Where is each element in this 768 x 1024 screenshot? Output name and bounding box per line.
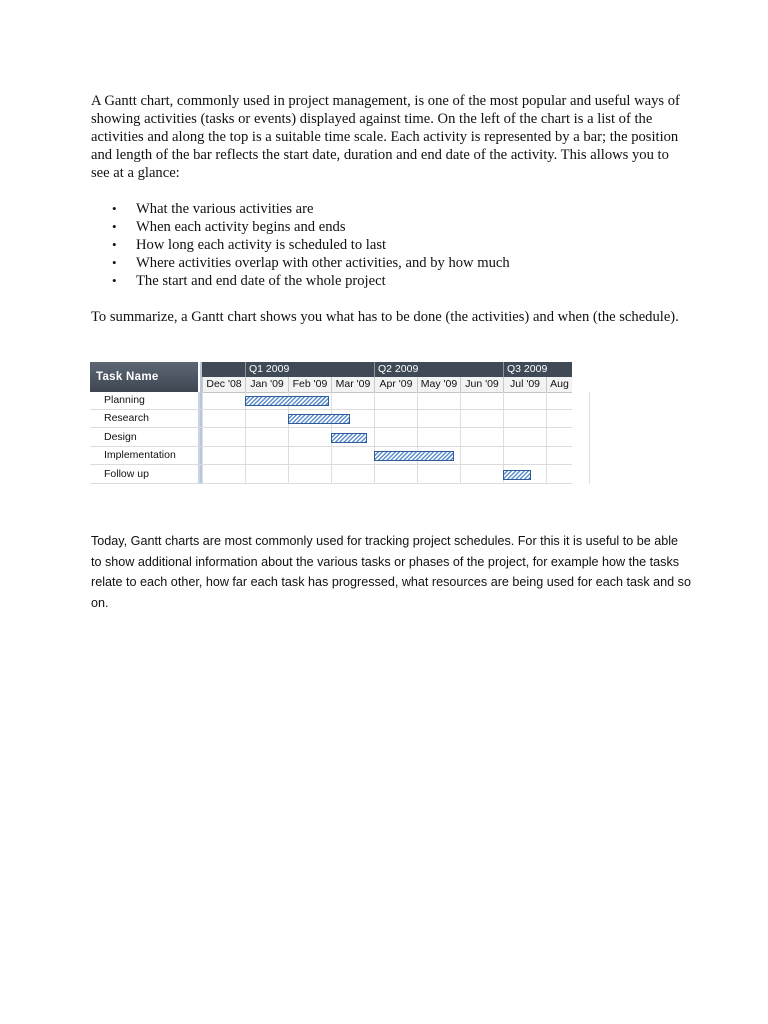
month-label: Aug — [546, 377, 572, 392]
month-label: May '09 — [417, 377, 460, 392]
task-bar — [245, 396, 329, 406]
task-name-label: Implementation — [104, 449, 176, 462]
month-label: Feb '09 — [288, 377, 331, 392]
intro-paragraph: A Gantt chart, commonly used in project management, is one of the most popular and useful ways of showing activities (tasks or events) displayed against time. On the left of the chart is a list of the activities and along the top is a suitable time scale. Each activity is represented by a bar; the position and length of the bar reflects the start date, duration and end date of the activity. This allows you to see at a glance: — [91, 93, 680, 181]
task-name-label: Planning — [104, 394, 145, 406]
bullet-icon: • — [112, 201, 117, 216]
task-bar — [331, 433, 367, 443]
month-label: Mar '09 — [331, 377, 374, 392]
month-label: Jul '09 — [503, 377, 546, 392]
task-name-label: Design — [104, 430, 137, 443]
task-name-header: Task Name — [90, 362, 198, 392]
bullet-list — [91, 200, 510, 290]
gantt-chart — [90, 362, 572, 484]
month-header — [202, 377, 572, 393]
bullet-icon: • — [112, 255, 117, 270]
closing-paragraph: Today, Gantt charts are most commonly used for tracking project schedules. For this it is useful to be able to show additional information about the various tasks or phases of the project, for example how the tasks relate to each other, how far each task has progressed, what resources are being used for each task and so on. — [91, 534, 691, 610]
list-item — [91, 200, 510, 218]
month-label: Dec '08 — [202, 377, 245, 392]
list-item — [91, 236, 510, 254]
task-name-label: Research — [104, 412, 149, 425]
task-bar — [503, 470, 531, 480]
task-bar — [374, 451, 454, 461]
month-label: Jun '09 — [460, 377, 503, 392]
grid-line — [589, 392, 590, 484]
task-bar — [288, 414, 350, 424]
quarter-header — [202, 362, 572, 377]
bullet-icon: • — [112, 237, 117, 252]
quarter-label: Q2 2009 — [374, 362, 503, 377]
table-row — [90, 447, 572, 465]
table-row — [90, 466, 572, 484]
bullet-text: When each activity begins and ends — [136, 219, 346, 235]
bullet-icon: • — [112, 219, 117, 234]
quarter-label: Q1 2009 — [245, 362, 374, 377]
list-item — [91, 272, 510, 290]
bullet-text: How long each activity is scheduled to last — [136, 237, 387, 253]
bullet-text: The start and end date of the whole project — [136, 273, 386, 289]
table-row — [90, 392, 572, 410]
list-item — [91, 218, 510, 236]
bullet-icon: • — [112, 273, 117, 288]
bullet-text: Where activities overlap with other activities, and by how much — [136, 255, 510, 271]
bullet-text: What the various activities are — [136, 201, 314, 217]
task-name-label: Follow up — [104, 467, 149, 480]
month-label: Apr '09 — [374, 377, 417, 392]
quarter-label: Q3 2009 — [503, 362, 572, 377]
month-label: Jan '09 — [245, 377, 288, 392]
list-item — [91, 254, 510, 272]
summary-paragraph: To summarize, a Gantt chart shows you what has to be done (the activities) and when (the schedule). — [91, 309, 679, 325]
